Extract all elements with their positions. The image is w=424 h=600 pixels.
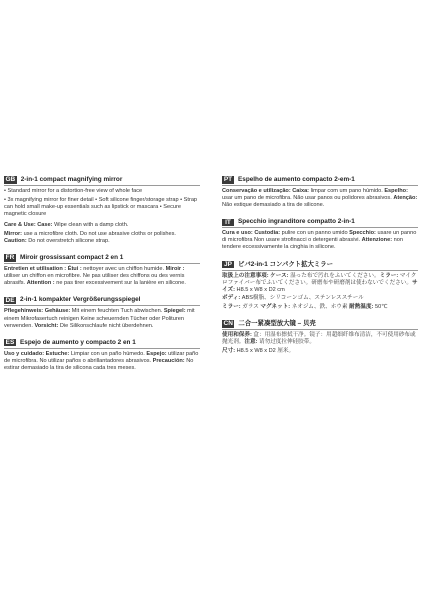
body-text: ABS樹脂、シリコーンゴム、ステンレススチール [240, 295, 364, 302]
body-text: Wipe clean with a damp cloth. [52, 222, 129, 229]
label-text: Cura e uso: Custodia: [222, 230, 281, 237]
paragraph [222, 230, 418, 251]
section-it [222, 218, 418, 251]
label-text: ミラー: [379, 272, 399, 279]
section-es [4, 339, 200, 372]
label-text: 尺寸: [222, 347, 236, 354]
section-title: 2-in-1 kompakter Vergrößerungsspiegel [20, 296, 141, 304]
section-fr [4, 254, 200, 287]
body-text: use a microfibre cloth. Do not use abrasive cloths or polishes. [22, 230, 176, 237]
section-header [222, 218, 418, 228]
body-text: • Standard mirror for a distortion-free view of whole face [4, 188, 143, 194]
section-header [4, 176, 200, 186]
body-text: nettoyer avec un chiffon humide. [81, 266, 166, 273]
label-text: Miroir : [165, 266, 185, 273]
label-text: 耐熱温度: [349, 303, 374, 310]
paragraph [4, 308, 200, 329]
label-text: マグネット: [260, 303, 291, 310]
paragraph [4, 231, 200, 245]
paragraph [4, 266, 200, 287]
body-text: mit einem Mikrofasertuch reinigen Keine scheuernden Tücher oder Polituren verwenden. [4, 308, 195, 329]
section-title: Specchio ingranditore compatto 2-in-1 [238, 218, 355, 226]
body-text: • 3x magnifying mirror for finer detail • Soft silicone finger/storage strap • Strap can hold small make-up essentials such as lipstick or mascara • Secure magnetic closure [4, 196, 198, 217]
label-text: Specchio: [349, 230, 376, 237]
section-header [222, 176, 418, 186]
label-text: Atenção: [393, 195, 418, 202]
body-text: usare un panno di microfibra Non usare strofinacci o detergenti abrasivi. [222, 230, 417, 244]
label-text: 注意: [244, 339, 258, 346]
language-code-badge: FR [5, 254, 15, 262]
body-text: ガラス [240, 303, 261, 310]
label-text: ミラー: [222, 303, 241, 310]
label-text: Entretien et utilisation : Étui : [4, 266, 82, 273]
body-text: Limpiar con un paño húmedo. [69, 350, 147, 357]
label-text: Conservação e utilização: Caixa: [222, 188, 310, 194]
paragraph [222, 273, 418, 294]
body-text: H8.5 x W8 x D2 cm [235, 286, 285, 293]
body-text: limpar com um pano húmido. [309, 188, 385, 194]
language-code-badge: PT [223, 176, 233, 184]
label-text: Espelho: [384, 188, 408, 194]
body-text: 50℃ [373, 303, 388, 310]
label-text: Pflegehinweis: Gehäuse: [4, 308, 71, 315]
language-code-badge: GB [5, 176, 16, 184]
body-text: Mit einem feuchten Tuch abwischen. [70, 308, 164, 315]
body-text: utiliser un chiffon en microfibre. Ne pas utiliser des chiffons ou des vernis abrasifs. [4, 273, 185, 287]
label-text: Care & Use: Case: [4, 222, 53, 229]
language-code-badge: IT [222, 219, 234, 227]
section-title: ピバ2-in-1 コンパクト拡大ミラー [238, 260, 334, 268]
paragraph [222, 188, 418, 209]
body-text: usar um pano de microfibra. Não usar panos ou polidores abrasivos. [222, 195, 394, 202]
paragraph [222, 348, 418, 355]
label-text: Vorsicht: [34, 322, 59, 329]
language-code-badge: ES [5, 338, 15, 346]
body-text: non tendere eccessivamente la cinghia in silicone. [222, 237, 403, 251]
paragraph [4, 351, 200, 372]
section-header [222, 320, 418, 330]
section-title: 2-in-1 compact magnifying mirror [20, 176, 123, 183]
language-code-badge: DE [5, 296, 15, 304]
label-text: 取扱上の注意事項: ケース: [222, 272, 289, 279]
language-code-badge: CN [223, 320, 233, 328]
label-text: Uso y cuidado: Estuche: [4, 350, 70, 357]
paragraph [4, 222, 200, 229]
label-text: Attenzione: [361, 237, 393, 244]
body-text: pulire con un panno umido [280, 230, 350, 237]
paragraph [4, 197, 200, 218]
section-header [4, 339, 200, 349]
label-text: Caution: [4, 238, 27, 245]
section-de [4, 296, 200, 329]
section-jp [222, 261, 418, 311]
body-text: No estirar demasiado la tira de silicona cada tres meses. [4, 357, 194, 371]
body-text: 盒：用湿布擦拭干净。镜子：用超细纤维布清洁，不可使用砂布或抛光剂。 [222, 332, 416, 346]
label-text: Attention : [26, 280, 55, 287]
right-column [222, 176, 418, 364]
label-text: Mirror: [4, 230, 23, 237]
section-cn [222, 320, 418, 355]
body-text: 请勿过度拉伸硅胶带。 [257, 339, 315, 346]
section-title: 二合一紧凑型放大镜 – 贝壳 [238, 320, 316, 328]
label-text: 使用和保养: [222, 332, 252, 339]
section-header [4, 296, 200, 306]
body-text: ne pas tirer excessivement sur la lanière en silicone. [54, 280, 186, 287]
body-text: マイクロファイバー布でふいてください。研磨布や研磨剤は使わないでください。 [222, 272, 417, 286]
body-text: Die Silikonschlaufe nicht überdehnen. [58, 322, 154, 329]
paragraph [222, 295, 418, 302]
body-text: Do not overstretch silicone strap. [26, 238, 110, 245]
left-column [4, 176, 200, 381]
label-text: サイズ: [222, 279, 418, 293]
language-code-badge: JP [222, 261, 234, 269]
body-text: Não estique demasiado a tira de silicone. [222, 202, 325, 209]
section-gb [4, 176, 200, 245]
section-header [4, 254, 200, 264]
paragraph [222, 304, 418, 311]
section-title: Espelho de aumento compacto 2-em-1 [238, 176, 355, 183]
section-pt [222, 176, 418, 209]
body-text: H8.5 x W8 x D2 厘米。 [235, 347, 295, 354]
label-text: Precaución: [152, 357, 185, 364]
body-text: ネオジム、鉄、ホウ素 [290, 303, 350, 310]
label-text: ボディ: [222, 295, 241, 302]
section-title: Espejo de aumento y compacto 2 en 1 [20, 338, 136, 346]
body-text: 湿った布で汚れをふいてください。 [288, 272, 380, 279]
paragraph [222, 332, 418, 346]
label-text: Spiegel: [163, 308, 186, 315]
label-text: Espejo: [146, 350, 167, 357]
section-header [222, 261, 418, 271]
section-title: Miroir grossissant compact 2 en 1 [20, 254, 124, 262]
paragraph [4, 188, 200, 195]
body-text: utilizar paño de microfibra. No utilizar paños o abrillantadores abrasivos. [4, 350, 199, 364]
